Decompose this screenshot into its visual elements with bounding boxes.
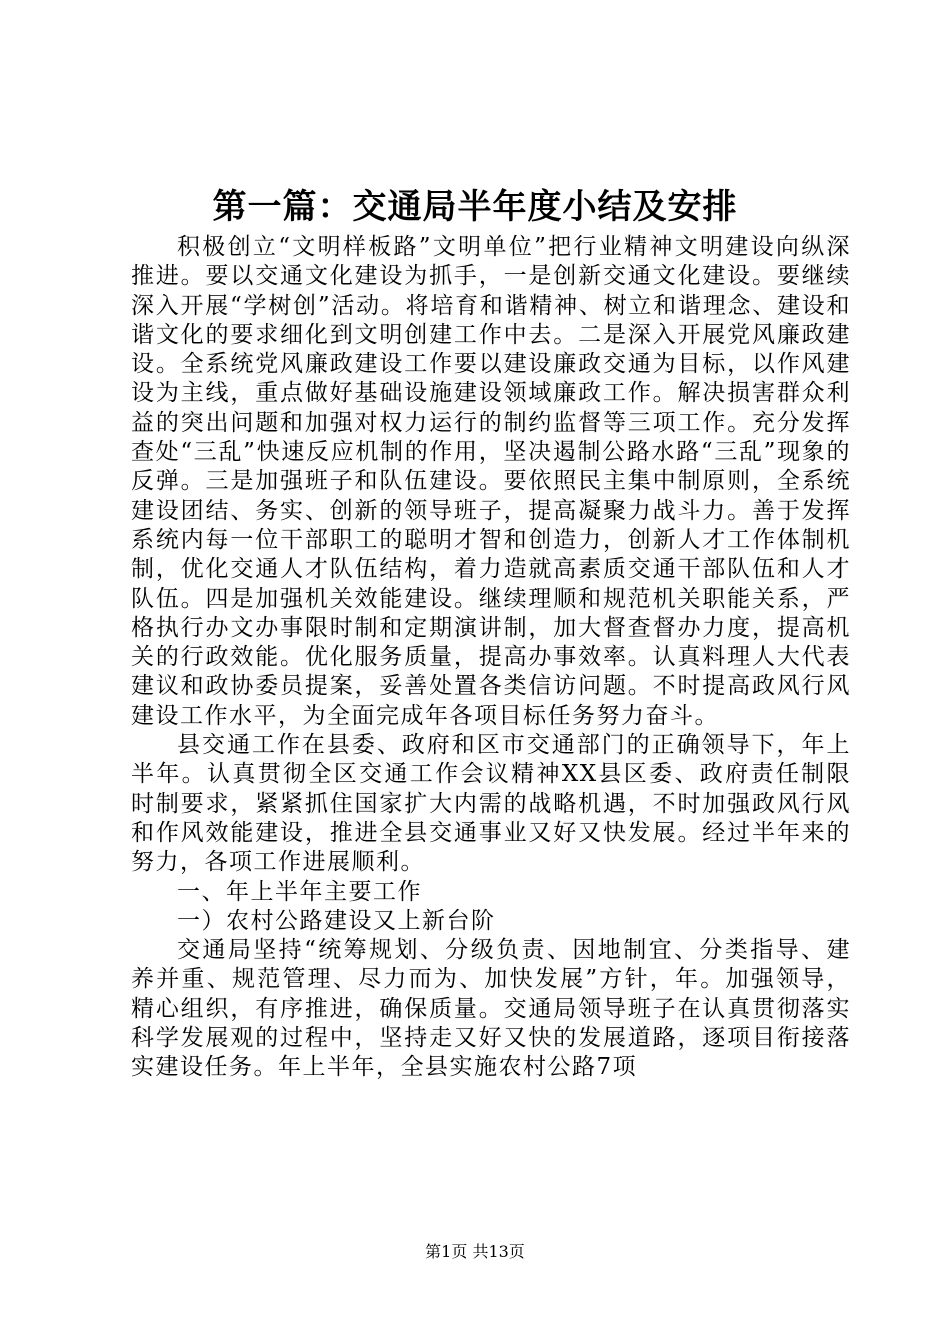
subsection-heading: 一）农村公路建设又上新台阶 (177, 907, 496, 934)
document-title: 第一篇：交通局半年度小结及安排 (212, 187, 738, 227)
paragraph-civilization: 积极创立“文明样板路”文明单位”把行业精神文明建设向纵深推进。要以交通文化建设为抓手，一是创新交通文化建设。要继续深入开展“学树创”活动。将培育和谐精神、树立和谐理念、建设和谐文化的要求细化到文明创建工作中去。二是深入开展党风廉政建设。全系统党风廉政建设工作要以建设廉政交通为目标，以作风建设为主线，重点做好基础设施建设领域廉政工作。解决损害群众利益的突出问题和加强对权力运行的制约监督等三项工作。充分发挥查处“三乱”快速反应机制的作用，坚决遏制公路水路“三乱”现象的反弹。三是加强班子和队伍建设。要依照民主集中制原则，全系统建设团结、务实、创新的领导班子，提高凝聚力战斗力。善于发挥系统内每一位干部职工的聪明才智和创造力，创新人才工作体制机制，优化交通人才队伍结构，着力造就高素质交通干部队伍和人才队伍。四是加强机关效能建设。继续理顺和规范机关职能关系，严格执行办文办事限时制和定期演讲制，加大督查督办力度，提高机关的行政效能。优化服务质量，提高办事效率。认真料理人大代表建议和政协委员提案，妥善处置各类信访问题。不时提高政风行风建设工作水平，为全面完成年各项目标任务努力奋斗。 (131, 234, 851, 729)
document-body (131, 233, 851, 1083)
paragraph-summary: 县交通工作在县委、政府和区市交通部门的正确领导下，年上半年。认真贯彻全区交通工作会议精神XX县区委、政府责任制限时制要求，紧紧抓住国家扩大内需的战略机遇，不时加强政风行风和作风效能建设，推进全县交通事业又好又快发展。经过半年来的努力，各项工作进展顺利。 (131, 732, 851, 876)
page-footer: 第1页 共13页 (425, 1242, 525, 1261)
section-heading: 一、年上半年主要工作 (177, 878, 422, 905)
paragraph-rural-roads: 交通局坚持“统筹规划、分级负责、因地制宜、分类指导、建养并重、规范管理、尽力而为、加快发展”方针，年。加强领导，精心组织，有序推进，确保质量。交通局领导班子在认真贯彻落实科学发展观的过程中，坚持走又好又快的发展道路，逐项目衔接落实建设任务。年上半年，全县实施农村公路7项 (131, 937, 851, 1081)
